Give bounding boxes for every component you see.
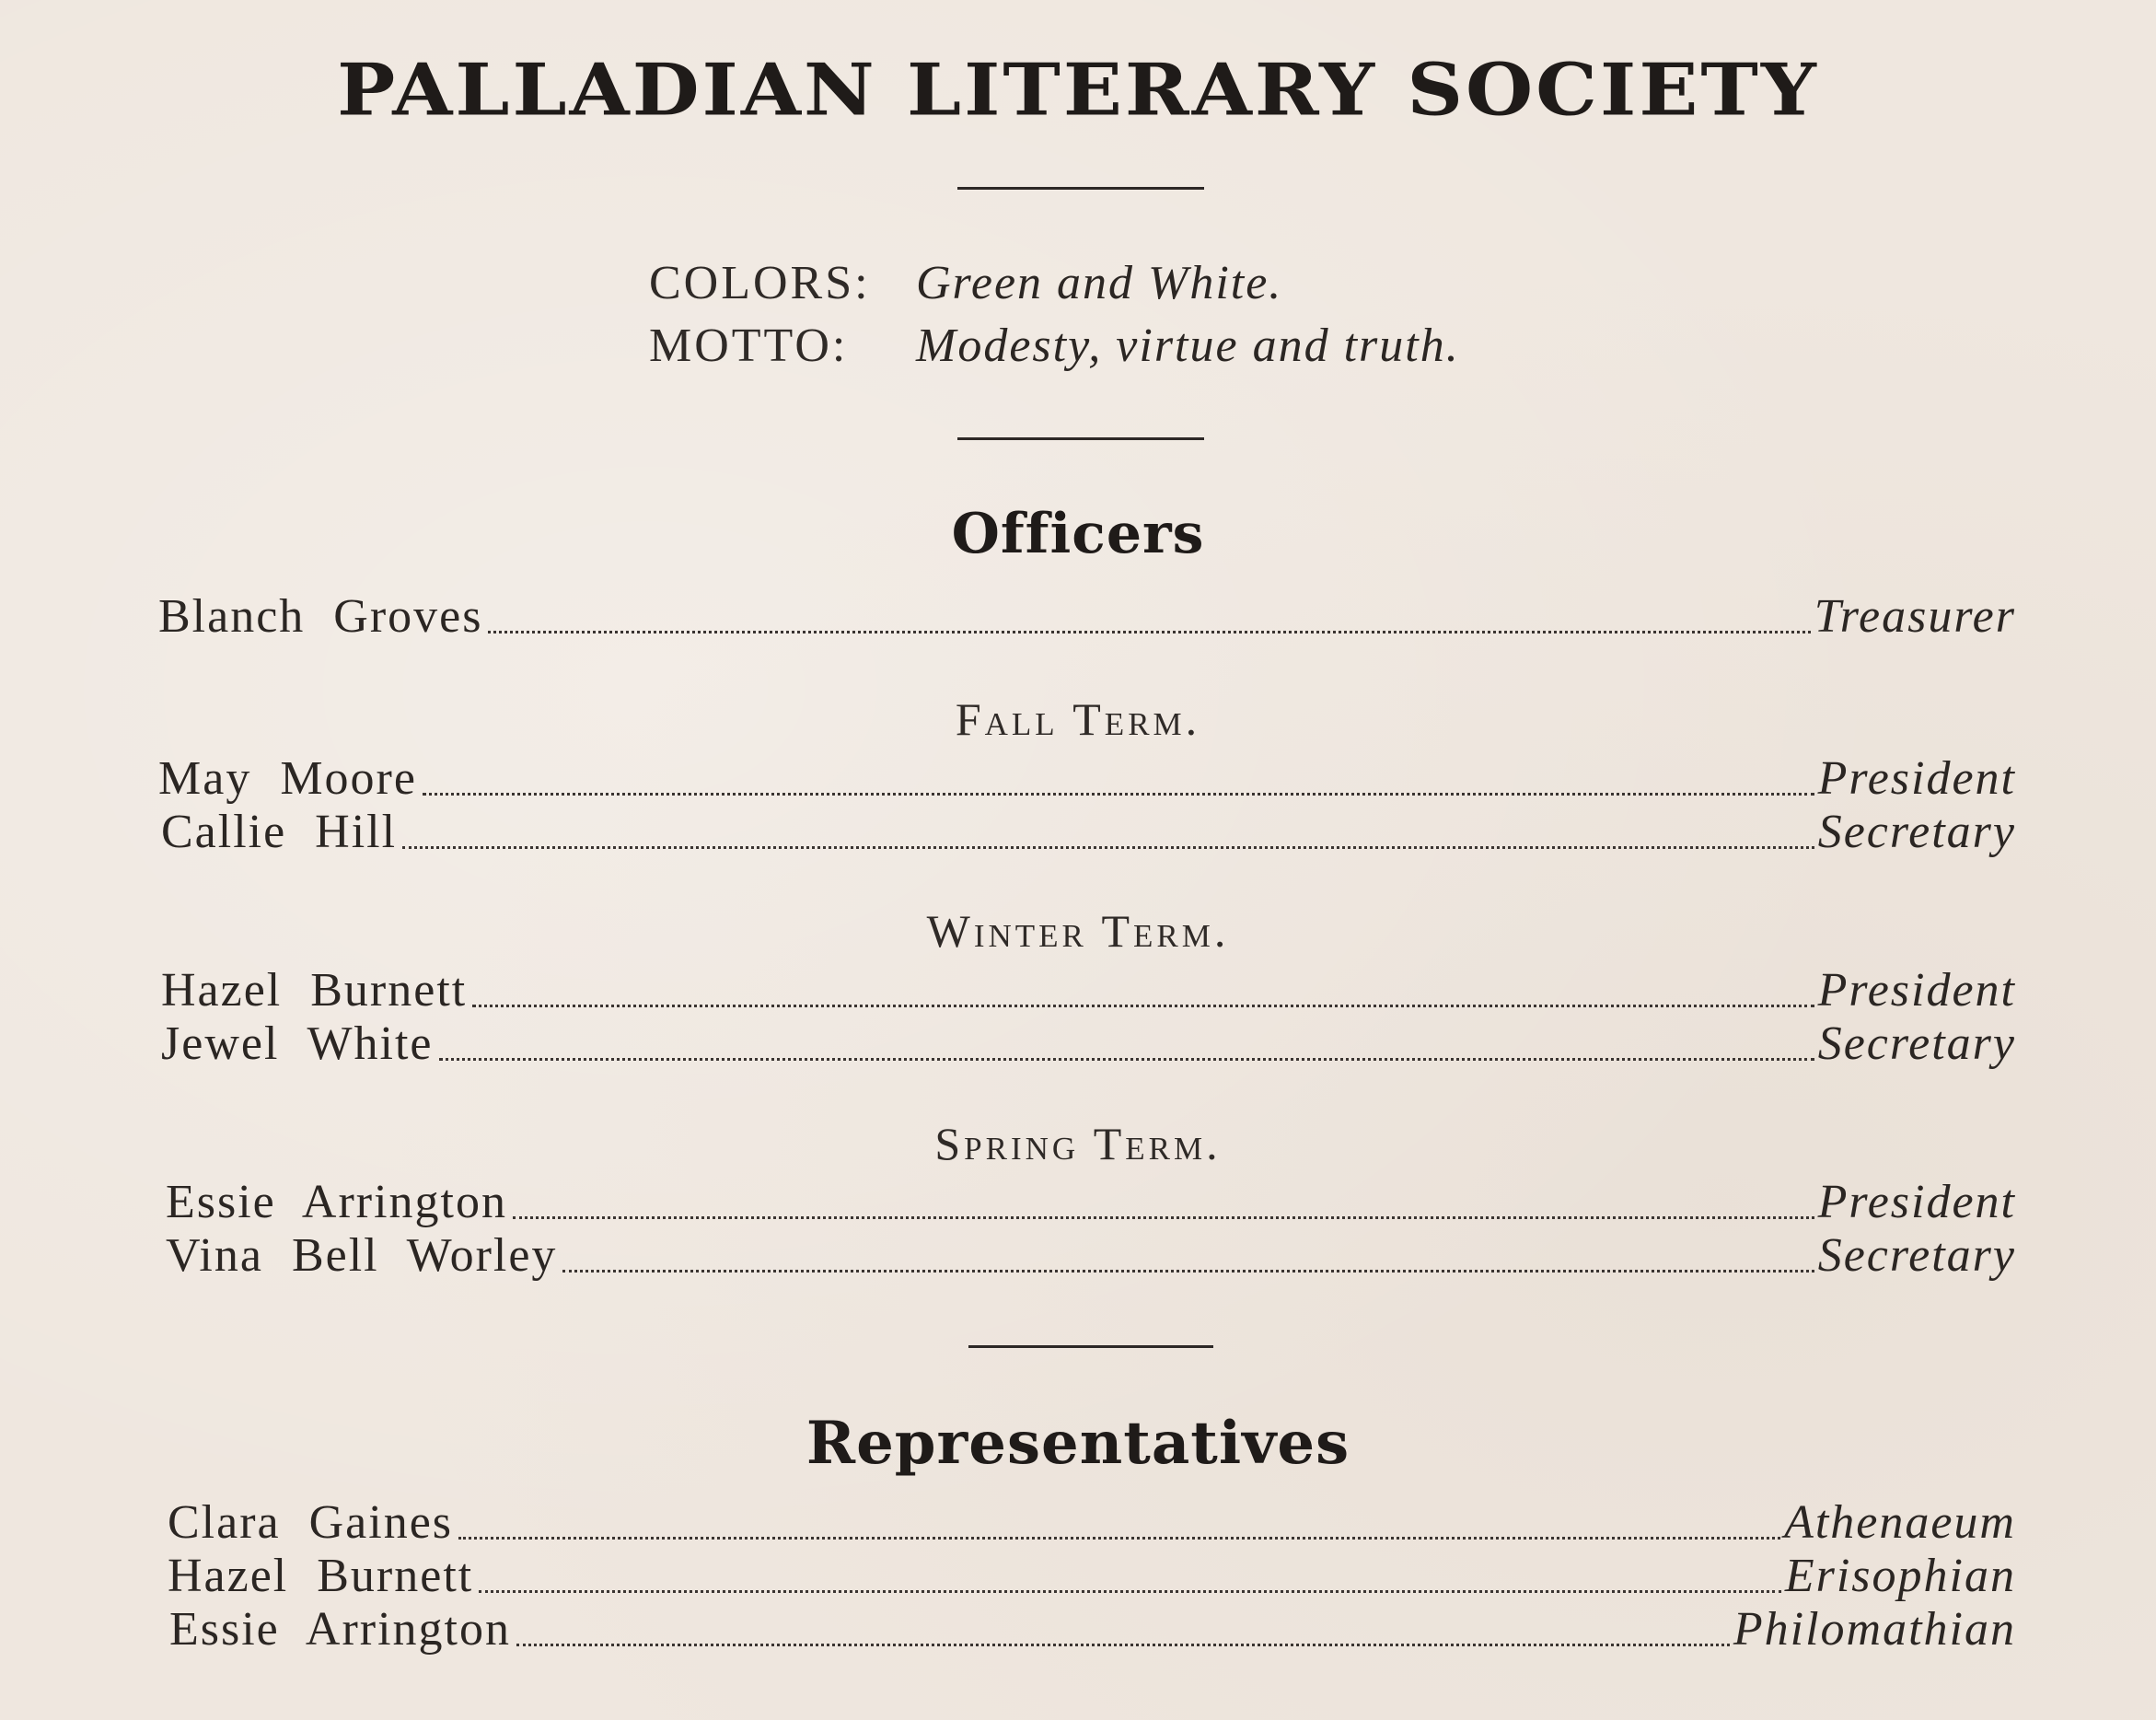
colors-label: COLORS:	[649, 257, 871, 309]
officer-entry	[158, 751, 2016, 807]
officer-role: President	[1817, 964, 2016, 1017]
dot-leader	[488, 631, 1810, 633]
divider-top	[957, 187, 1204, 190]
dot-leader	[439, 1058, 1814, 1061]
representatives-heading: Representatives	[806, 1409, 1350, 1478]
motto-value: Modesty, virtue and truth.	[916, 320, 1460, 372]
representative-society: Athenaeum	[1784, 1496, 2016, 1549]
officer-name: May Moore	[158, 752, 417, 805]
officer-name: Jewel White	[161, 1017, 434, 1070]
officer-role: Treasurer	[1814, 590, 2016, 643]
officer-entry	[161, 805, 2016, 860]
colors-value: Green and White.	[916, 257, 1283, 309]
colors-row	[649, 252, 1460, 315]
term-label-spring: Spring Term.	[934, 1118, 1222, 1169]
officer-name: Callie Hill	[161, 806, 398, 858]
officer-role: President	[1817, 1176, 2016, 1228]
officers-heading: Officers	[951, 502, 1205, 566]
dot-leader	[458, 1537, 1780, 1540]
officer-entry	[166, 1228, 2016, 1284]
dot-leader	[472, 1005, 1814, 1007]
colors-motto-block	[649, 252, 1460, 378]
divider-bottom	[968, 1345, 1213, 1348]
motto-label: MOTTO:	[649, 320, 849, 372]
dot-leader	[402, 846, 1814, 849]
dot-leader	[513, 1216, 1814, 1219]
officer-entry	[161, 1017, 2016, 1072]
officer-role: President	[1817, 752, 2016, 805]
representative-society: Philomathian	[1733, 1603, 2016, 1656]
officer-role: Secretary	[1817, 806, 2016, 858]
officer-name: Vina Bell Worley	[166, 1229, 558, 1282]
page-title: PALLADIAN LITERARY SOCIETY	[337, 47, 1819, 133]
dot-leader	[423, 793, 1814, 796]
representative-entry	[168, 1549, 2016, 1604]
representative-entry	[168, 1495, 2016, 1551]
officer-name: Essie Arrington	[166, 1176, 507, 1228]
term-label-fall: Fall Term.	[955, 693, 1201, 745]
officer-entry	[161, 963, 2016, 1018]
officer-name: Hazel Burnett	[161, 964, 468, 1017]
representative-entry	[169, 1602, 2016, 1657]
motto-row	[649, 315, 1460, 378]
officer-role: Secretary	[1817, 1229, 2016, 1282]
representative-society: Erisophian	[1784, 1550, 2016, 1602]
term-label-winter: Winter Term.	[926, 905, 1230, 957]
representative-name: Essie Arrington	[169, 1603, 511, 1656]
dot-leader	[562, 1270, 1814, 1273]
officer-entry	[166, 1175, 2016, 1230]
dot-leader	[516, 1644, 1730, 1646]
representative-name: Clara Gaines	[168, 1496, 454, 1549]
officer-role: Secretary	[1817, 1017, 2016, 1070]
dot-leader	[479, 1590, 1781, 1593]
divider-middle	[957, 437, 1204, 440]
representative-name: Hazel Burnett	[168, 1550, 474, 1602]
officer-entry-treasurer	[158, 589, 2016, 645]
officer-name: Blanch Groves	[158, 590, 483, 643]
